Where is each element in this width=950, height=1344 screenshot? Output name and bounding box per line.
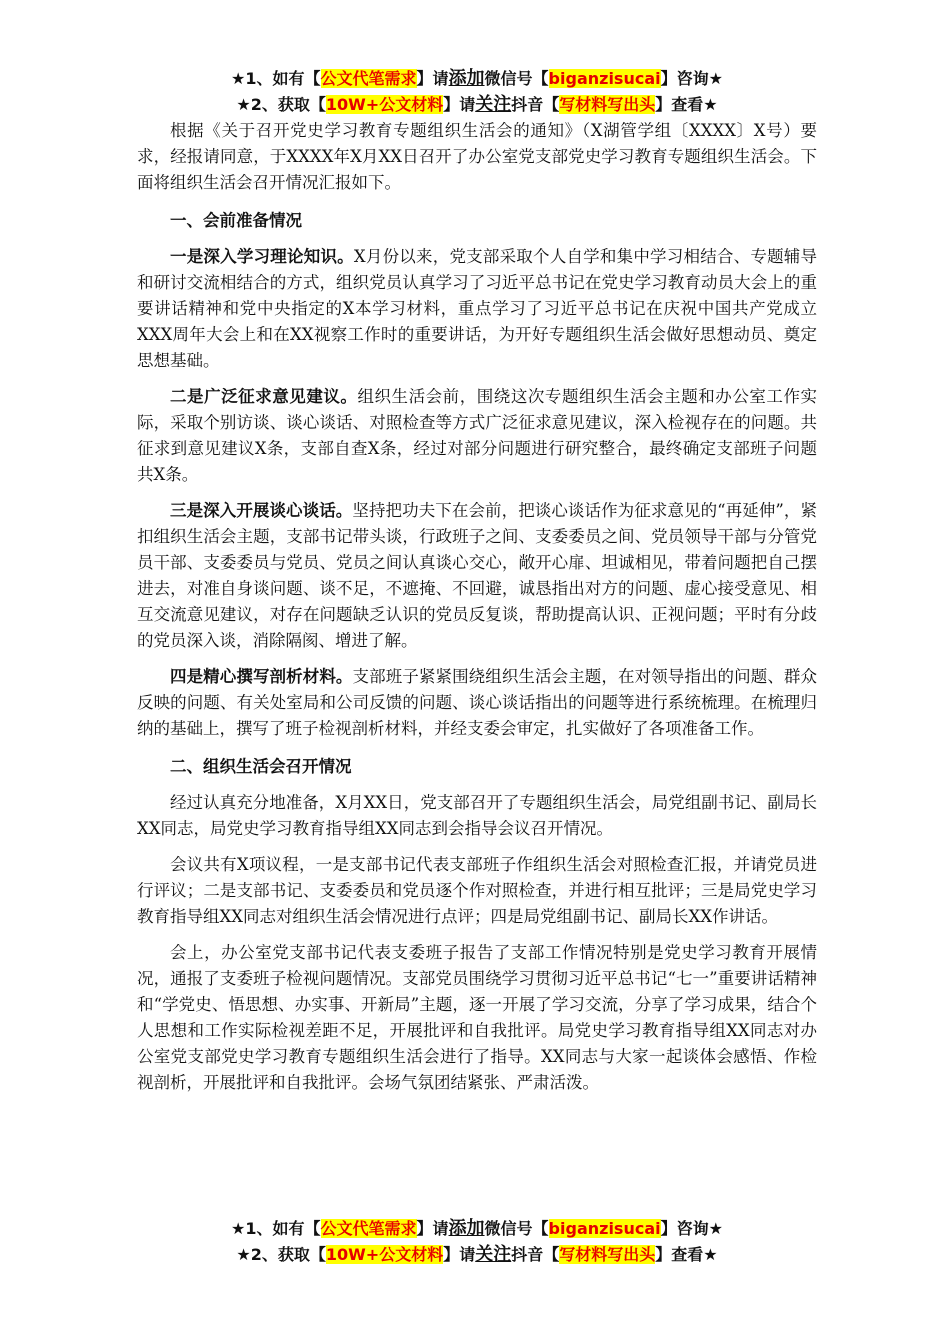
banner-highlight: biganzisucai — [548, 69, 661, 88]
section-item — [137, 384, 817, 488]
banner-highlight: 10W+公文材料 — [325, 95, 444, 114]
promo-banner-line-1 — [137, 66, 817, 92]
banner-text: 】咨询★ — [660, 69, 723, 88]
banner-text: 】请 — [416, 69, 449, 88]
document-page — [137, 66, 818, 1265]
banner-text: 抖音【 — [511, 95, 560, 114]
item-lead: 三是深入开展谈心谈话。 — [170, 501, 353, 520]
section-item — [137, 244, 817, 374]
banner-text: 微信号【 — [484, 1219, 549, 1238]
section-heading: 二、组织生活会召开情况 — [170, 757, 352, 776]
body-paragraph: 会议共有X项议程，一是支部书记代表支部班子作组织生活会对照检查汇报，并请党员进行评议；二是支部书记、支委委员和党员逐个作对照检查，并进行相互批评；三是局党史学习教育指导组XX同志对组织生活会情况进行点评；四是局党组副书记、副局长XX作讲话。 — [137, 855, 817, 926]
banner-emphasis: 关注 — [475, 1244, 512, 1265]
banner-text: 抖音【 — [511, 1245, 560, 1264]
item-lead: 二是广泛征求意见建议。 — [170, 387, 358, 406]
banner-text: ★2、获取【 — [236, 1245, 326, 1264]
body-paragraph: 会上，办公室党支部书记代表支委班子报告了支部工作情况特别是党史学习教育开展情况，通报了支委班子检视问题情况。支部党员围绕学习贯彻习近平总书记“七一”重要讲话精神和“学党史、悟思想、办实事、开新局”主题，逐一开展了学习交流，分享了学习成果，结合个人思想和工作实际检视差距不足，开展批评和自我批评。局党史学习教育指导组XX同志对办公室党支部党史学习教育专题组织生活会进行了指导。XX同志与大家一起谈体会感悟、作检视剖析，开展批评和自我批评。会场气氛团结紧张、严肃活泼。 — [137, 943, 817, 1092]
promo-banner-line-2 — [137, 92, 817, 118]
section-item — [137, 498, 817, 654]
banner-text: ★2、获取【 — [236, 95, 326, 114]
banner-text: 】查看★ — [655, 1245, 718, 1264]
promo-banner-line-2 — [137, 1242, 817, 1268]
body-paragraph: 经过认真充分地准备，X月XX日，党支部召开了专题组织生活会，局党组副书记、副局长XX同志，局党史学习教育指导组XX同志到会指导会议召开情况。 — [137, 793, 817, 838]
item-text: X月份以来，党支部采取个人自学和集中学习相结合、专题辅导和研讨交流相结合的方式，组织党员认真学习了习近平总书记在党史学习教育动员大会上的重要讲话精神和党中央指定的X本学习材料，重点学习了习近平总书记在庆祝中国共产党成立XXX周年大会上和在XX视察工作时的重要讲话，为开好专题组织生活会做好思想动员、奠定思想基础。 — [137, 247, 817, 370]
item-lead: 四是精心撰写剖析材料。 — [170, 667, 353, 686]
banner-highlight: 公文代笔需求 — [320, 69, 417, 88]
banner-highlight: 10W+公文材料 — [325, 1245, 444, 1264]
banner-text: 】咨询★ — [660, 1219, 723, 1238]
section-heading: 一、会前准备情况 — [170, 211, 302, 230]
promo-banner-line-1 — [137, 1216, 817, 1242]
banner-highlight: 公文代笔需求 — [320, 1219, 417, 1238]
section-item — [137, 664, 817, 742]
banner-text: 】请 — [443, 95, 476, 114]
banner-text: 】查看★ — [655, 95, 718, 114]
item-text: 支部班子紧紧围绕组织生活会主题，在对领导指出的问题、群众反映的问题、有关处室局和公司反馈的问题、谈心谈话指出的问题等进行系统梳理。在梳理归纳的基础上，撰写了班子检视剖析材料，并经支委会审定，扎实做好了各项准备工作。 — [137, 667, 818, 738]
footer-banner — [137, 1216, 817, 1268]
item-text: 坚持把功夫下在会前，把谈心谈话作为征求意见的“再延伸”，紧扣组织生活会主题，支部书记带头谈，行政班子之间、支委委员之间、党员领导干部与分管党员干部、支委委员与党员、党员之间认真谈心交心，敞开心扉、坦诚相见，带着问题把自己摆进去，对准自身谈问题、谈不足，不遮掩、不回避，诚恳指出对方的问题、虚心接受意见、相互交流意见建议，对存在问题缺乏认识的党员反复谈，帮助提高认识、正视问题；平时有分歧的党员深入谈，消除隔阂、增进了解。 — [137, 501, 818, 650]
banner-emphasis: 关注 — [475, 94, 512, 115]
item-text: 组织生活会前，围绕这次专题组织生活会主题和办公室工作实际，采取个别访谈、谈心谈话、对照检查等方式广泛征求意见建议，深入检视存在的问题。共征求到意见建议X条，支部自查X条，经过对部分问题进行研究整合，最终确定支部班子问题共X条。 — [137, 387, 818, 484]
banner-text: 】请 — [443, 1245, 476, 1264]
banner-emphasis: 添加 — [448, 68, 485, 89]
banner-emphasis: 添加 — [448, 1218, 485, 1239]
banner-text: 】请 — [416, 1219, 449, 1238]
banner-highlight: 写材料写出头 — [559, 95, 656, 114]
banner-text: ★1、如有【 — [231, 1219, 321, 1238]
banner-text: 微信号【 — [484, 69, 549, 88]
intro-paragraph: 根据《关于召开党史学习教育专题组织生活会的通知》（X湖管学组〔XXXX〕X号）要求，经报请同意，于XXXX年X月XX日召开了办公室党支部党史学习教育专题组织生活会。下面将组织生活会召开情况汇报如下。 — [137, 121, 817, 192]
banner-highlight: biganzisucai — [548, 1219, 661, 1238]
item-lead: 一是深入学习理论知识。 — [170, 247, 354, 266]
banner-text: ★1、如有【 — [231, 69, 321, 88]
banner-highlight: 写材料写出头 — [559, 1245, 656, 1264]
